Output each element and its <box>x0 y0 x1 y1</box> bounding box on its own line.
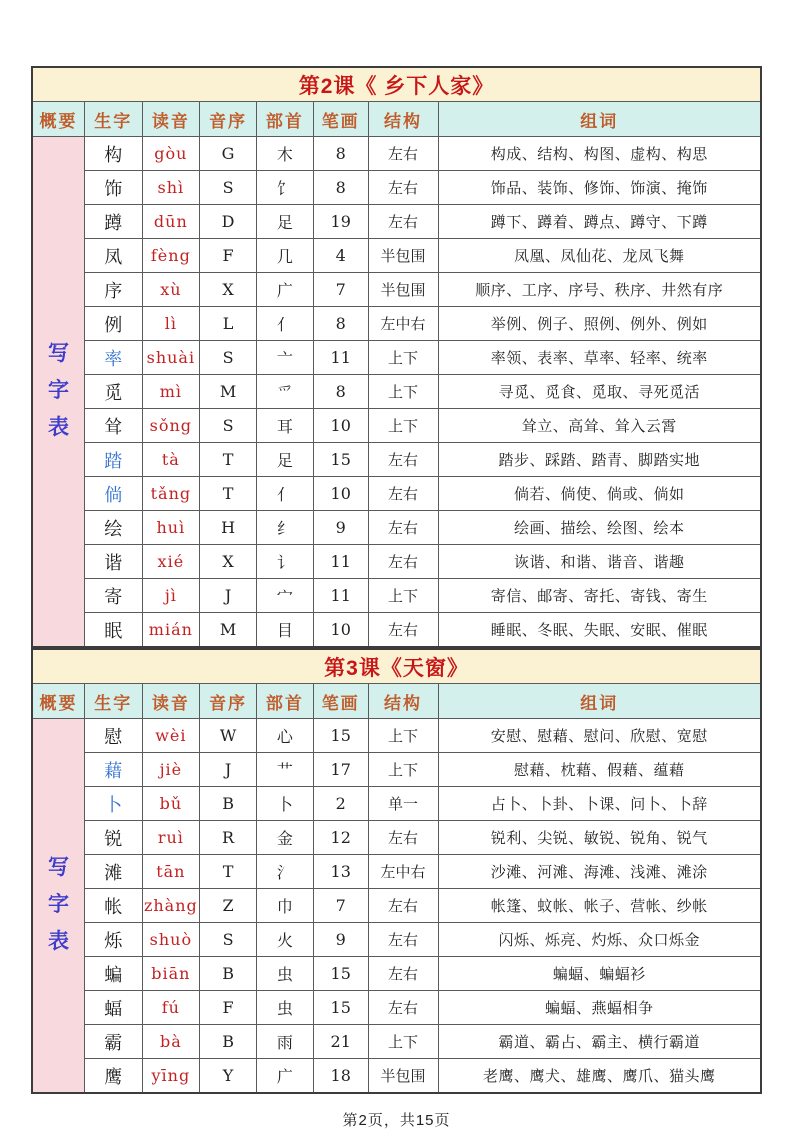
alphabetical-order-cell: B <box>200 1025 257 1059</box>
word-group-cell: 霸道、霸占、霸主、横行霸道 <box>438 1025 761 1059</box>
new-character-cell: 谐 <box>84 545 142 579</box>
stroke-count-cell: 15 <box>313 957 368 991</box>
column-header-structure: 结构 <box>368 684 438 719</box>
radical-cell: 火 <box>257 923 314 957</box>
lesson-3-table <box>31 648 762 1094</box>
pronunciation-cell: xié <box>142 545 200 579</box>
stroke-count-cell: 11 <box>313 579 368 613</box>
pronunciation-cell: shuò <box>142 923 200 957</box>
radical-cell: 虫 <box>257 957 314 991</box>
word-group-cell: 慰藉、枕藉、假藉、蕴藉 <box>438 753 761 787</box>
word-group-cell: 举例、例子、照例、例外、例如 <box>438 307 761 341</box>
structure-cell: 左右 <box>368 477 438 511</box>
stroke-count-cell: 11 <box>313 341 368 375</box>
character-row <box>32 477 761 511</box>
pronunciation-cell: shì <box>142 171 200 205</box>
character-row <box>32 787 761 821</box>
page-number: 第2页，共15页 <box>342 1112 451 1129</box>
radical-cell: 巾 <box>257 889 314 923</box>
character-row <box>32 579 761 613</box>
pronunciation-cell: biān <box>142 957 200 991</box>
lesson-title-row <box>32 67 761 102</box>
column-header-strokes: 笔画 <box>313 102 368 137</box>
pronunciation-cell: wèi <box>142 719 200 753</box>
column-header-strokes: 笔画 <box>313 684 368 719</box>
character-row <box>32 855 761 889</box>
character-row <box>32 1059 761 1094</box>
stroke-count-cell: 13 <box>313 855 368 889</box>
word-group-cell: 老鹰、鹰犬、雄鹰、鹰爪、猫头鹰 <box>438 1059 761 1094</box>
radical-cell: 亻 <box>257 477 314 511</box>
stroke-count-cell: 9 <box>313 923 368 957</box>
word-group-cell: 蝙蝠、蝙蝠衫 <box>438 957 761 991</box>
structure-cell: 单一 <box>368 787 438 821</box>
pronunciation-cell: yīng <box>142 1059 200 1094</box>
new-character-cell: 踏 <box>84 443 142 477</box>
word-group-cell: 寻觅、觅食、觅取、寻死觅活 <box>438 375 761 409</box>
lesson-2-table <box>31 66 762 648</box>
alphabetical-order-cell: S <box>200 409 257 443</box>
structure-cell: 左中右 <box>368 307 438 341</box>
pronunciation-cell: lì <box>142 307 200 341</box>
column-header-character: 生字 <box>84 102 142 137</box>
character-row <box>32 957 761 991</box>
character-row <box>32 511 761 545</box>
column-header-alphabetical-order: 音序 <box>200 102 257 137</box>
word-group-cell: 凤凰、凤仙花、龙凤飞舞 <box>438 239 761 273</box>
column-header-radical: 部首 <box>257 684 314 719</box>
stroke-count-cell: 10 <box>313 409 368 443</box>
character-row <box>32 545 761 579</box>
alphabetical-order-cell: T <box>200 477 257 511</box>
alphabetical-order-cell: D <box>200 205 257 239</box>
column-header-radical: 部首 <box>257 102 314 137</box>
pronunciation-cell: tǎng <box>142 477 200 511</box>
structure-cell: 左中右 <box>368 855 438 889</box>
radical-cell: 氵 <box>257 855 314 889</box>
structure-cell: 半包围 <box>368 239 438 273</box>
summary-vertical-label: 写 字 表 <box>32 719 84 1094</box>
word-group-cell: 闪烁、烁亮、灼烁、众口烁金 <box>438 923 761 957</box>
new-character-cell: 率 <box>84 341 142 375</box>
pronunciation-cell: sǒng <box>142 409 200 443</box>
alphabetical-order-cell: J <box>200 579 257 613</box>
structure-cell: 左右 <box>368 613 438 648</box>
lesson-title-row <box>32 649 761 684</box>
new-character-cell: 霸 <box>84 1025 142 1059</box>
word-group-cell: 饰品、装饰、修饰、饰演、掩饰 <box>438 171 761 205</box>
stroke-count-cell: 7 <box>313 889 368 923</box>
radical-cell: 虫 <box>257 991 314 1025</box>
column-header-pronunciation: 读音 <box>142 102 200 137</box>
radical-cell: 广 <box>257 273 314 307</box>
radical-cell: 耳 <box>257 409 314 443</box>
pronunciation-cell: fú <box>142 991 200 1025</box>
lesson-2-title: 第2课《 乡下人家》 <box>32 67 761 102</box>
character-row <box>32 443 761 477</box>
pronunciation-cell: xù <box>142 273 200 307</box>
radical-cell: 目 <box>257 613 314 648</box>
new-character-cell: 耸 <box>84 409 142 443</box>
column-header-row <box>32 684 761 719</box>
character-row <box>32 753 761 787</box>
radical-cell: 几 <box>257 239 314 273</box>
word-group-cell: 倘若、倘使、倘或、倘如 <box>438 477 761 511</box>
column-header-alphabetical-order: 音序 <box>200 684 257 719</box>
alphabetical-order-cell: S <box>200 923 257 957</box>
alphabetical-order-cell: S <box>200 341 257 375</box>
stroke-count-cell: 8 <box>313 307 368 341</box>
new-character-cell: 烁 <box>84 923 142 957</box>
new-character-cell: 蝙 <box>84 957 142 991</box>
word-group-cell: 锐利、尖锐、敏锐、锐角、锐气 <box>438 821 761 855</box>
radical-cell: 爫 <box>257 375 314 409</box>
pronunciation-cell: jì <box>142 579 200 613</box>
lesson-3-title: 第3课《天窗》 <box>32 649 761 684</box>
pronunciation-cell: huì <box>142 511 200 545</box>
pronunciation-cell: shuài <box>142 341 200 375</box>
new-character-cell: 绘 <box>84 511 142 545</box>
pronunciation-cell: jiè <box>142 753 200 787</box>
alphabetical-order-cell: R <box>200 821 257 855</box>
structure-cell: 左右 <box>368 991 438 1025</box>
structure-cell: 左右 <box>368 443 438 477</box>
summary-vertical-label: 写 字 表 <box>32 137 84 648</box>
pronunciation-cell: fèng <box>142 239 200 273</box>
new-character-cell: 锐 <box>84 821 142 855</box>
word-group-cell: 蹲下、蹲着、蹲点、蹲守、下蹲 <box>438 205 761 239</box>
stroke-count-cell: 15 <box>313 719 368 753</box>
word-group-cell: 顺序、工序、序号、秩序、井然有序 <box>438 273 761 307</box>
alphabetical-order-cell: L <box>200 307 257 341</box>
character-row <box>32 719 761 753</box>
column-header-pronunciation: 读音 <box>142 684 200 719</box>
stroke-count-cell: 21 <box>313 1025 368 1059</box>
pronunciation-cell: bǔ <box>142 787 200 821</box>
character-row <box>32 613 761 648</box>
structure-cell: 上下 <box>368 409 438 443</box>
stroke-count-cell: 8 <box>313 137 368 171</box>
structure-cell: 上下 <box>368 719 438 753</box>
column-header-summary: 概要 <box>32 102 84 137</box>
column-header-structure: 结构 <box>368 102 438 137</box>
character-row <box>32 409 761 443</box>
pronunciation-cell: zhàng <box>142 889 200 923</box>
character-row <box>32 239 761 273</box>
radical-cell: 亻 <box>257 307 314 341</box>
new-character-cell: 倘 <box>84 477 142 511</box>
alphabetical-order-cell: B <box>200 787 257 821</box>
alphabetical-order-cell: M <box>200 613 257 648</box>
structure-cell: 左右 <box>368 923 438 957</box>
new-character-cell: 寄 <box>84 579 142 613</box>
alphabetical-order-cell: T <box>200 855 257 889</box>
alphabetical-order-cell: F <box>200 991 257 1025</box>
radical-cell: 雨 <box>257 1025 314 1059</box>
radical-cell: 纟 <box>257 511 314 545</box>
word-group-cell: 构成、结构、构图、虚构、构思 <box>438 137 761 171</box>
new-character-cell: 序 <box>84 273 142 307</box>
alphabetical-order-cell: Z <box>200 889 257 923</box>
stroke-count-cell: 19 <box>313 205 368 239</box>
pronunciation-cell: mián <box>142 613 200 648</box>
character-row <box>32 375 761 409</box>
new-character-cell: 构 <box>84 137 142 171</box>
word-group-cell: 蝙蝠、燕蝠相争 <box>438 991 761 1025</box>
new-character-cell: 饰 <box>84 171 142 205</box>
word-group-cell: 寄信、邮寄、寄托、寄钱、寄生 <box>438 579 761 613</box>
radical-cell: 讠 <box>257 545 314 579</box>
stroke-count-cell: 8 <box>313 375 368 409</box>
alphabetical-order-cell: X <box>200 273 257 307</box>
column-header-summary: 概要 <box>32 684 84 719</box>
stroke-count-cell: 15 <box>313 443 368 477</box>
stroke-count-cell: 12 <box>313 821 368 855</box>
new-character-cell: 觅 <box>84 375 142 409</box>
radical-cell: 广 <box>257 1059 314 1094</box>
structure-cell: 半包围 <box>368 273 438 307</box>
radical-cell: 饣 <box>257 171 314 205</box>
character-row <box>32 889 761 923</box>
character-row <box>32 273 761 307</box>
pronunciation-cell: bà <box>142 1025 200 1059</box>
column-header-row <box>32 102 761 137</box>
word-group-cell: 率领、表率、草率、轻率、统率 <box>438 341 761 375</box>
stroke-count-cell: 2 <box>313 787 368 821</box>
structure-cell: 上下 <box>368 341 438 375</box>
new-character-cell: 鹰 <box>84 1059 142 1094</box>
new-character-cell: 帐 <box>84 889 142 923</box>
radical-cell: 宀 <box>257 579 314 613</box>
stroke-count-cell: 10 <box>313 613 368 648</box>
word-group-cell: 安慰、慰藉、慰问、欣慰、宽慰 <box>438 719 761 753</box>
alphabetical-order-cell: H <box>200 511 257 545</box>
word-group-cell: 诙谐、和谐、谐音、谐趣 <box>438 545 761 579</box>
pronunciation-cell: gòu <box>142 137 200 171</box>
alphabetical-order-cell: B <box>200 957 257 991</box>
structure-cell: 左右 <box>368 545 438 579</box>
pronunciation-cell: dūn <box>142 205 200 239</box>
word-group-cell: 绘画、描绘、绘图、绘本 <box>438 511 761 545</box>
character-row <box>32 1025 761 1059</box>
column-header-character: 生字 <box>84 684 142 719</box>
stroke-count-cell: 4 <box>313 239 368 273</box>
stroke-count-cell: 8 <box>313 171 368 205</box>
structure-cell: 左右 <box>368 171 438 205</box>
radical-cell: 金 <box>257 821 314 855</box>
word-group-cell: 睡眠、冬眠、失眠、安眠、催眠 <box>438 613 761 648</box>
new-character-cell: 例 <box>84 307 142 341</box>
pronunciation-cell: mì <box>142 375 200 409</box>
alphabetical-order-cell: G <box>200 137 257 171</box>
pronunciation-cell: ruì <box>142 821 200 855</box>
new-character-cell: 藉 <box>84 753 142 787</box>
stroke-count-cell: 10 <box>313 477 368 511</box>
pronunciation-cell: tān <box>142 855 200 889</box>
character-row <box>32 137 761 171</box>
structure-cell: 左右 <box>368 821 438 855</box>
radical-cell: 艹 <box>257 753 314 787</box>
character-row <box>32 341 761 375</box>
new-character-cell: 蹲 <box>84 205 142 239</box>
alphabetical-order-cell: Y <box>200 1059 257 1094</box>
character-row <box>32 205 761 239</box>
stroke-count-cell: 7 <box>313 273 368 307</box>
alphabetical-order-cell: W <box>200 719 257 753</box>
alphabetical-order-cell: S <box>200 171 257 205</box>
word-group-cell: 踏步、踩踏、踏青、脚踏实地 <box>438 443 761 477</box>
word-group-cell: 帐篷、蚊帐、帐子、营帐、纱帐 <box>438 889 761 923</box>
new-character-cell: 凤 <box>84 239 142 273</box>
stroke-count-cell: 11 <box>313 545 368 579</box>
alphabetical-order-cell: X <box>200 545 257 579</box>
word-group-cell: 占卜、卜卦、卜课、问卜、卜辞 <box>438 787 761 821</box>
stroke-count-cell: 9 <box>313 511 368 545</box>
radical-cell: 心 <box>257 719 314 753</box>
stroke-count-cell: 17 <box>313 753 368 787</box>
column-header-words: 组词 <box>438 102 761 137</box>
new-character-cell: 慰 <box>84 719 142 753</box>
new-character-cell: 蝠 <box>84 991 142 1025</box>
alphabetical-order-cell: F <box>200 239 257 273</box>
stroke-count-cell: 15 <box>313 991 368 1025</box>
radical-cell: 木 <box>257 137 314 171</box>
structure-cell: 左右 <box>368 889 438 923</box>
character-row <box>32 923 761 957</box>
radical-cell: 足 <box>257 205 314 239</box>
alphabetical-order-cell: J <box>200 753 257 787</box>
radical-cell: 亠 <box>257 341 314 375</box>
structure-cell: 左右 <box>368 957 438 991</box>
structure-cell: 半包围 <box>368 1059 438 1094</box>
new-character-cell: 滩 <box>84 855 142 889</box>
structure-cell: 左右 <box>368 137 438 171</box>
radical-cell: 足 <box>257 443 314 477</box>
radical-cell: 卜 <box>257 787 314 821</box>
character-row <box>32 171 761 205</box>
structure-cell: 上下 <box>368 375 438 409</box>
structure-cell: 上下 <box>368 579 438 613</box>
structure-cell: 上下 <box>368 753 438 787</box>
alphabetical-order-cell: T <box>200 443 257 477</box>
structure-cell: 左右 <box>368 205 438 239</box>
stroke-count-cell: 18 <box>313 1059 368 1094</box>
character-row <box>32 821 761 855</box>
alphabetical-order-cell: M <box>200 375 257 409</box>
worksheet-document <box>31 66 762 1130</box>
column-header-words: 组词 <box>438 684 761 719</box>
word-group-cell: 耸立、高耸、耸入云霄 <box>438 409 761 443</box>
new-character-cell: 眠 <box>84 613 142 648</box>
pronunciation-cell: tà <box>142 443 200 477</box>
structure-cell: 上下 <box>368 1025 438 1059</box>
new-character-cell: 卜 <box>84 787 142 821</box>
character-row <box>32 991 761 1025</box>
structure-cell: 左右 <box>368 511 438 545</box>
character-row <box>32 307 761 341</box>
word-group-cell: 沙滩、河滩、海滩、浅滩、滩涂 <box>438 855 761 889</box>
